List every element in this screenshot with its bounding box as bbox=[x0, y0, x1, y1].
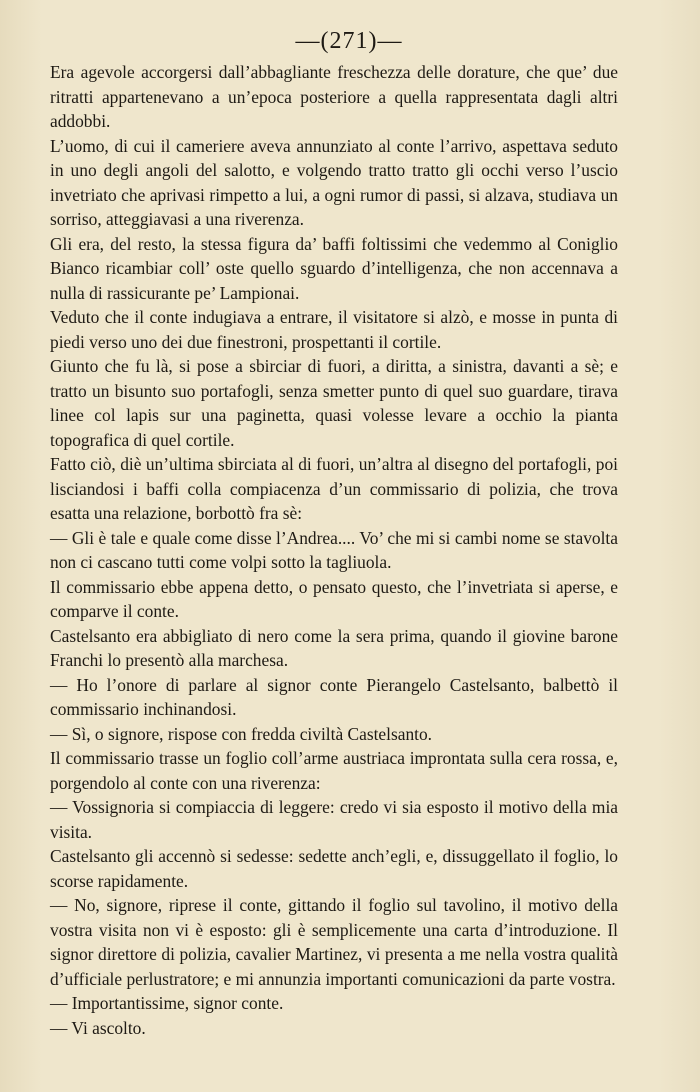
page-body bbox=[50, 60, 618, 1040]
paragraph: Veduto che il conte indugiava a entrare, il visitatore si alzò, e mosse in punta di piedi verso uno dei due finestroni, prospettanti il cortile. bbox=[50, 307, 618, 352]
paragraph: — No, signore, riprese il conte, gittando il foglio sul tavolino, il motivo della vostra visita non vi è esposto: gli è semplicemente una carta d’introduzione. Il signor direttore di polizia, cavalier Martinez, vi presenta a me nella vostra qualità d’ufficiale perlustratore; e mi annunzia importanti comunicazioni da parte vostra. bbox=[50, 895, 618, 989]
paragraph: Il commissario trasse un foglio coll’arme austriaca improntata sulla cera rossa, e, porgendolo al conte con una riverenza: bbox=[50, 748, 618, 793]
paragraph: L’uomo, di cui il cameriere aveva annunziato al conte l’arrivo, aspettava seduto in uno degli angoli del salotto, e volgendo tratto tratto gli occhi verso l’uscio invetriato che aprivasi rimpetto a lui, a ogni rumor di passi, si alzava, studiava un sorriso, atteggiavasi a una riverenza. bbox=[50, 135, 618, 229]
paragraph: Castelsanto gli accennò si sedesse: sedette anch’egli, e, dissuggellato il foglio, lo scorse rapidamente. bbox=[50, 846, 618, 891]
paragraph: — Importantissime, signor conte. bbox=[50, 993, 284, 1013]
paragraph: — Ho l’onore di parlare al signor conte Pierangelo Castelsanto, balbettò il commissario inchinandosi. bbox=[50, 674, 618, 719]
paragraph: — Gli è tale e quale come disse l’Andrea.... Vo’ che mi si cambi nome se stavolta non ci cascano tutti come volpi sotto la tagliuola. bbox=[50, 527, 618, 572]
paragraph: Fatto ciò, diè un’ultima sbirciata al di fuori, un’altra al disegno del portafogli, poi lisciandosi i baffi colla compiacenza d’un commissario di polizia, che trova esatta una relazione, borbottò fra sè: bbox=[50, 454, 618, 523]
paragraph: Giunto che fu là, si pose a sbirciar di fuori, a diritta, a sinistra, davanti a sè; e tratto un bisunto suo portafogli, senza smetter punto di quel suo guardare, tirava linee col lapis sur una paginetta, quasi volesse levare a occhio la pianta topografica di quel cortile. bbox=[50, 356, 618, 450]
page-number: —(271)— bbox=[295, 28, 403, 54]
paragraph: Castelsanto era abbigliato di nero come la sera prima, quando il giovine barone Franchi lo presentò alla marchesa. bbox=[50, 625, 618, 670]
paragraph: — Sì, o signore, rispose con fredda civiltà Castelsanto. bbox=[50, 723, 433, 744]
paragraph: Era agevole accorgersi dall’abbagliante freschezza delle dorature, che que’ due ritratti appartenevano a un’epoca posteriore a quella rappresentata dagli altri addobbi. bbox=[50, 62, 618, 131]
paragraph: — Vi ascolto. bbox=[50, 1017, 146, 1038]
paragraph: — Vossignoria si compiaccia di leggere: credo vi sia esposto il motivo della mia visita. bbox=[50, 797, 618, 842]
paragraph: Gli era, del resto, la stessa figura da’ baffi foltissimi che vedemmo al Coniglio Bianco ricambiar coll’ oste quello sguardo d’intelligenza, che non accennava a nulla di rassicurante pe’ Lampionai. bbox=[50, 233, 618, 303]
paragraph: Il commissario ebbe appena detto, o pensato questo, che l’invetriata si aperse, e comparve il conte. bbox=[50, 576, 618, 621]
